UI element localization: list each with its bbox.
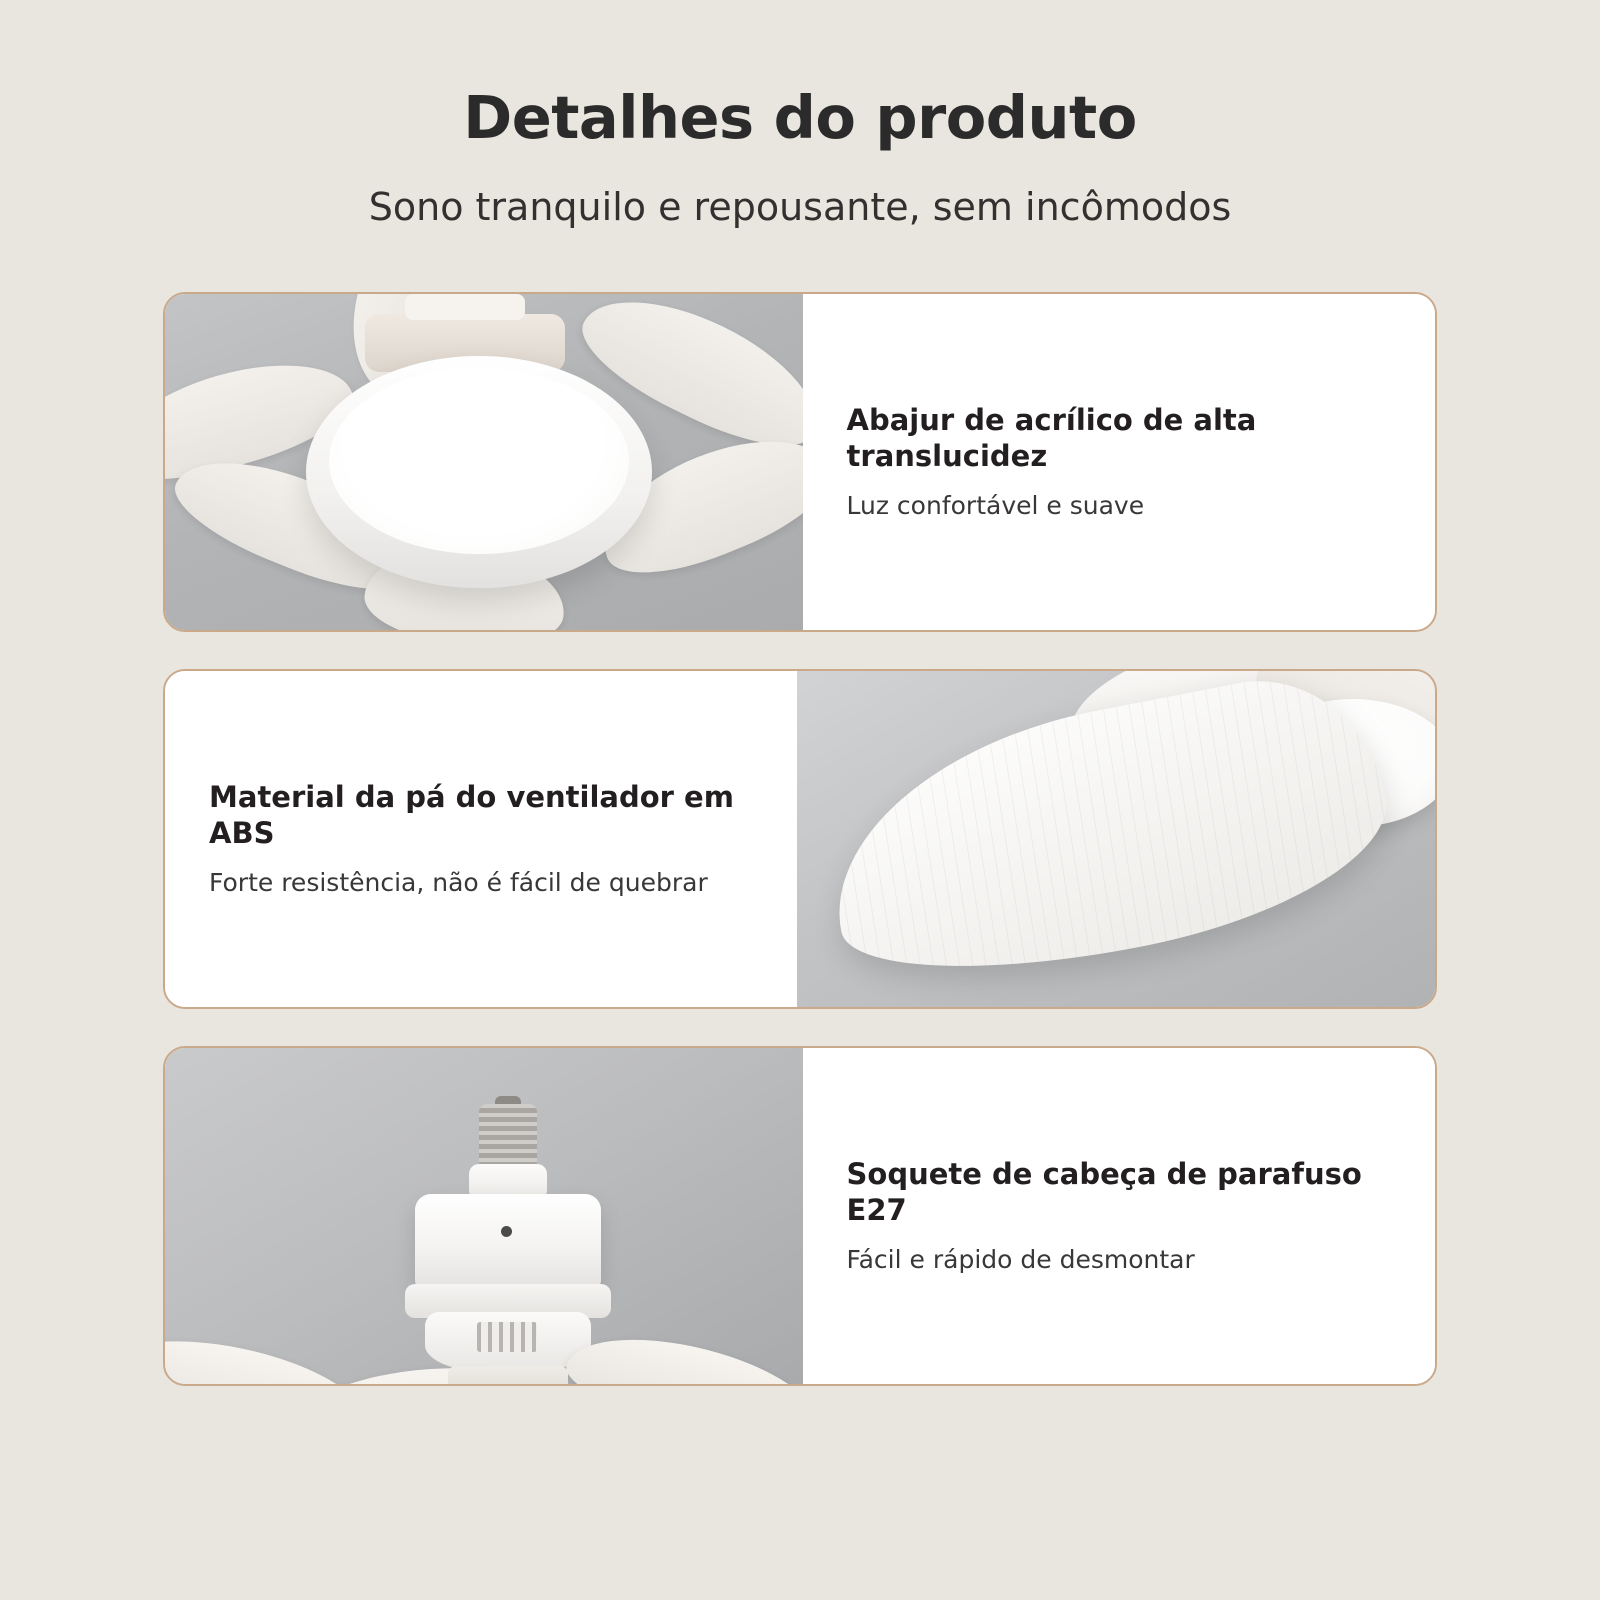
feature-card-list	[0, 292, 1600, 1386]
fan-blade-photo	[797, 671, 1435, 1007]
main-blade-shape	[810, 671, 1406, 1002]
feature-card-3	[163, 1046, 1437, 1386]
feature-heading: Material da pá do ventilador em ABS	[209, 779, 734, 851]
feature-card-1	[163, 292, 1437, 632]
screw-thread-shape	[479, 1104, 537, 1170]
page-header	[0, 0, 1600, 230]
feature-heading: Abajur de acrílico de alta translucidez	[846, 402, 1257, 474]
socket-body-shape	[415, 1194, 601, 1290]
feature-card-1-text	[803, 294, 1435, 630]
feature-heading: Soquete de cabeça de parafuso E27	[846, 1156, 1362, 1228]
lamp-shade-photo	[165, 294, 803, 630]
fan-hub-shape	[448, 1366, 568, 1384]
feature-card-3-text	[803, 1048, 1435, 1384]
page-subtitle: Sono tranquilo e repousante, sem incômodos	[368, 184, 1232, 229]
fan-blade-shape	[559, 1318, 802, 1384]
feature-subtext: Fácil e rápido de desmontar	[846, 1245, 1195, 1275]
feature-subtext: Luz confortável e suave	[846, 491, 1145, 521]
lamp-glow-shape	[329, 368, 629, 554]
feature-card-2-text	[165, 671, 797, 1007]
fan-mount-shape	[405, 294, 525, 320]
e27-socket-photo	[165, 1048, 803, 1384]
feature-card-2	[163, 669, 1437, 1009]
feature-subtext: Forte resistência, não é fácil de quebrar	[209, 868, 708, 898]
page-title: Detalhes do produto	[463, 83, 1137, 152]
fan-blade-shape	[165, 1320, 381, 1384]
